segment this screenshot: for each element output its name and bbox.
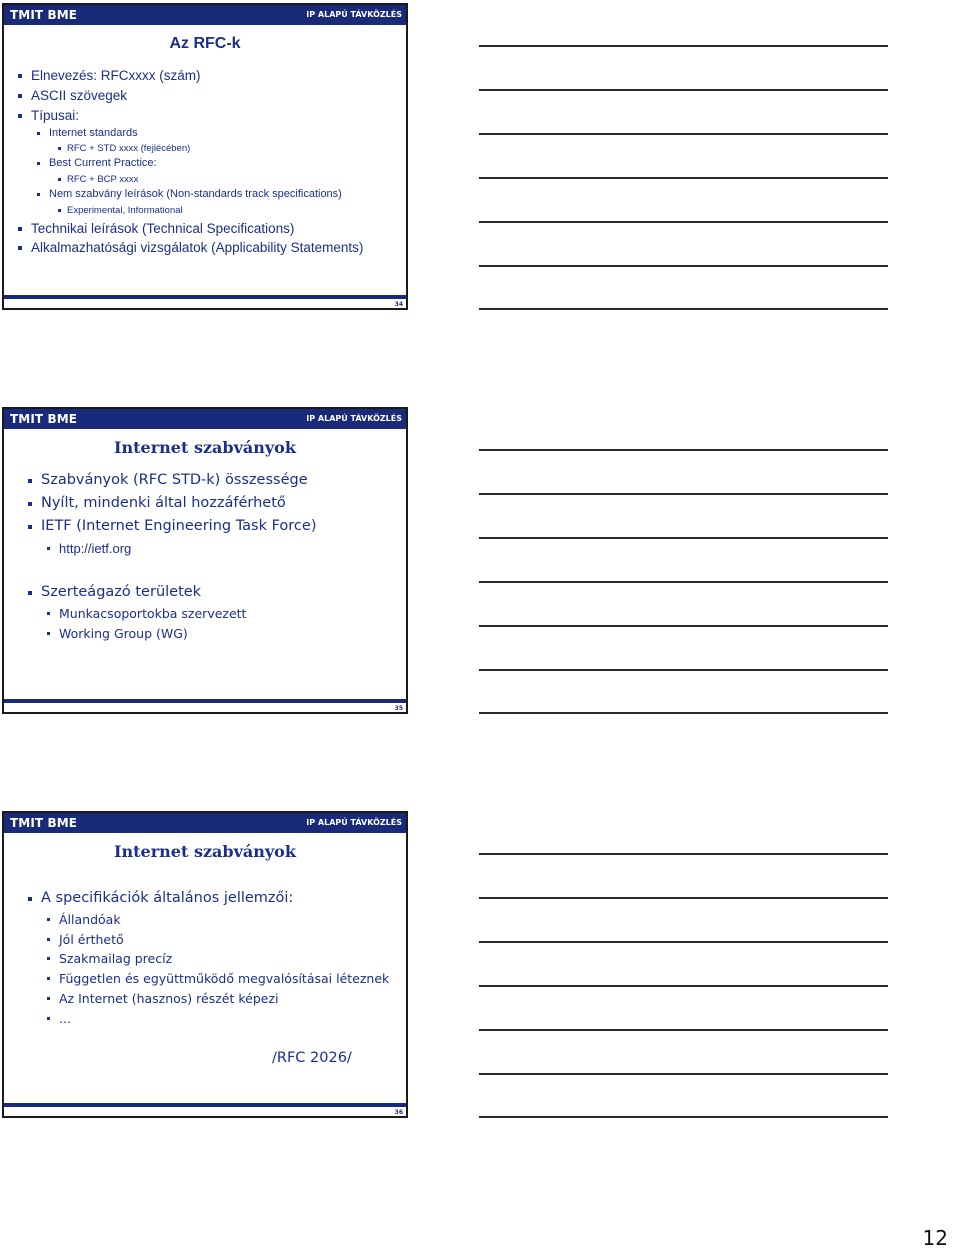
list-item: Alkalmazhatósági vizsgálatok (Applicability Statements) bbox=[31, 240, 363, 255]
list-item: Technikai leírások (Technical Specifications) bbox=[31, 221, 294, 236]
footer-band bbox=[4, 295, 406, 299]
slide-header bbox=[4, 813, 406, 833]
note-line bbox=[479, 625, 888, 627]
note-line bbox=[479, 581, 888, 583]
footer-band bbox=[4, 699, 406, 703]
list-item: Szerteágazó területek bbox=[41, 584, 201, 600]
list-item: Szakmailag precíz bbox=[59, 951, 172, 966]
course-label: IP ALAPÚ TÁVKÖZLÉS bbox=[306, 818, 402, 827]
note-line bbox=[479, 853, 888, 855]
note-line bbox=[479, 1029, 888, 1031]
list-item: Jól érthető bbox=[59, 932, 124, 947]
course-label: IP ALAPÚ TÁVKÖZLÉS bbox=[306, 10, 402, 19]
note-line bbox=[479, 265, 888, 267]
slide-header bbox=[4, 5, 406, 25]
course-label: IP ALAPÚ TÁVKÖZLÉS bbox=[306, 414, 402, 423]
brand-label: TMIT BME bbox=[10, 816, 78, 830]
note-line bbox=[479, 897, 888, 899]
note-line bbox=[479, 133, 888, 135]
note-line bbox=[479, 1073, 888, 1075]
note-line bbox=[479, 493, 888, 495]
note-line bbox=[479, 308, 888, 310]
note-line bbox=[479, 45, 888, 47]
slide-header bbox=[4, 409, 406, 429]
note-line bbox=[479, 537, 888, 539]
slide-title: Internet szabványok bbox=[114, 438, 296, 457]
note-line bbox=[479, 941, 888, 943]
list-item: Nem szabvány leírások (Non-standards track specifications) bbox=[49, 188, 342, 200]
slide-page-number: 35 bbox=[394, 705, 403, 712]
list-item: Állandóak bbox=[59, 912, 121, 927]
list-item: Internet standards bbox=[49, 127, 138, 139]
slide-36 bbox=[2, 811, 408, 1118]
list-item: RFC + STD xxxx (fejlécében) bbox=[67, 143, 190, 154]
list-item: ... bbox=[59, 1011, 71, 1026]
list-item: Típusai: bbox=[31, 108, 79, 123]
list-item: IETF (Internet Engineering Task Force) bbox=[41, 518, 317, 534]
list-item: Best Current Practice: bbox=[49, 157, 157, 169]
slide-35 bbox=[2, 407, 408, 714]
list-item: Nyílt, mindenki által hozzáférhető bbox=[41, 495, 286, 511]
brand-label: TMIT BME bbox=[10, 8, 78, 22]
note-line bbox=[479, 712, 888, 714]
page-number: 12 bbox=[922, 1226, 948, 1250]
list-item: Az Internet (hasznos) részét képezi bbox=[59, 991, 279, 1006]
note-line bbox=[479, 449, 888, 451]
list-item: ASCII szövegek bbox=[31, 88, 127, 103]
citation: /RFC 2026/ bbox=[272, 1050, 352, 1066]
note-line bbox=[479, 177, 888, 179]
list-item: RFC + BCP xxxx bbox=[67, 174, 138, 185]
slide-34 bbox=[2, 3, 408, 310]
slide-title: Internet szabványok bbox=[114, 842, 296, 861]
note-line bbox=[479, 89, 888, 91]
list-item: Working Group (WG) bbox=[59, 626, 188, 641]
list-item: Munkacsoportokba szervezett bbox=[59, 606, 246, 621]
list-item: http://ietf.org bbox=[59, 541, 131, 556]
slide-page-number: 34 bbox=[394, 301, 403, 308]
note-line bbox=[479, 669, 888, 671]
slide-title: Az RFC-k bbox=[169, 35, 241, 52]
list-item: Független és együttműködő megvalósításai léteznek bbox=[59, 971, 389, 986]
list-item: Szabványok (RFC STD-k) összessége bbox=[41, 472, 308, 488]
list-item: Elnevezés: RFCxxxx (szám) bbox=[31, 68, 201, 83]
footer-band bbox=[4, 1103, 406, 1107]
list-item: A specifikációk általános jellemzői: bbox=[41, 890, 293, 906]
note-line bbox=[479, 221, 888, 223]
brand-label: TMIT BME bbox=[10, 412, 78, 426]
note-line bbox=[479, 985, 888, 987]
slide-page-number: 36 bbox=[394, 1109, 403, 1116]
list-item: Experimental, Informational bbox=[67, 205, 183, 216]
note-line bbox=[479, 1116, 888, 1118]
